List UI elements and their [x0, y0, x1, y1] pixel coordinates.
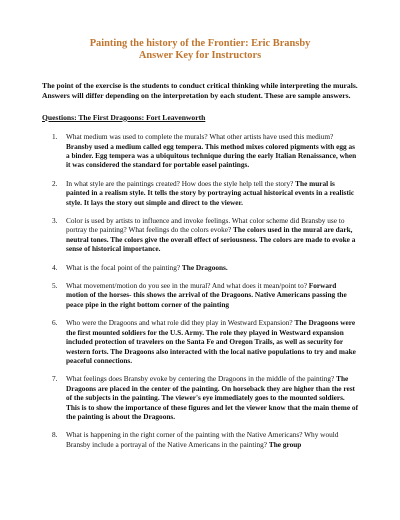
- question-text: In what style are the paintings created? How does the style help tell the story?: [66, 178, 296, 188]
- question-number: 6.: [52, 318, 58, 328]
- answer-text: The group: [268, 439, 302, 449]
- intro-paragraph: The point of the exercise is the students to conduct critical thinking while interpreting the murals. Answers will differ depending on the interpretation by each student. These are sample answers.: [42, 81, 358, 100]
- question-text: What movement/motion do you see in the mural? And what does it mean/point to?: [66, 281, 309, 291]
- question-text: What is the focal point of the painting?: [66, 262, 182, 272]
- answer-text: The colors used in the mural are dark, neutral tones. The colors give the overall effect of seriousness. The colors are made to evoke a sense of historical importance.: [66, 225, 356, 254]
- section-heading: Questions: The First Dragoons: Fort Leavenworth: [42, 112, 206, 122]
- question-number: 2.: [52, 178, 58, 188]
- question-text: Who were the Dragoons and what role did they play in Westward Expansion?: [66, 318, 295, 328]
- question-text: What medium was used to complete the murals? What other artists have used this medium?: [66, 132, 334, 142]
- answer-text: Bransby used a medium called egg tempera. This method mixes colored pigments with egg as a binder. Egg tempera was a ubiquitous technique during the early Italian Renaissance, when it was considered the standard for portable easel paintings.: [66, 141, 357, 170]
- question-number: 3.: [52, 216, 58, 226]
- question-item: [42, 216, 358, 254]
- question-text: Color is used by artists to influence and invoke feelings. What color scheme did Bransby use to portray the painting? What feelings do the colors evoke?: [66, 216, 345, 235]
- question-item: [42, 179, 358, 207]
- question-item: [42, 374, 358, 421]
- question-number: 4.: [52, 262, 58, 272]
- question-number: 1.: [52, 132, 58, 142]
- document-title: [42, 38, 358, 62]
- question-item: [42, 430, 358, 449]
- answer-text: The Dragoons are placed in the center of the painting. On horseback they are higher than the rest of the subjects in the painting. The viewer's eye immediately goes to the mounted soldiers. This is to show the importance of these figures and let the viewer know that the main theme of the painting is about the Dragoons.: [66, 374, 358, 421]
- question-item: [42, 263, 358, 272]
- answer-text: The Dragoons were the first mounted soldiers for the U.S. Army. The role they played in Westward expansion included protection of travelers on the Santa Fe and Oregon Trails, as well as security for western forts. The Dragoons also interacted with the local native populations to try and make peaceful connections.: [66, 318, 356, 365]
- question-item: [42, 281, 358, 309]
- question-item: [42, 318, 358, 365]
- answer-text: Forward motion of the horses- this shows the arrival of the Dragoons. Native Americans passing the peace pipe in the right bottom corner of the painting: [66, 281, 347, 309]
- title-line-2: Answer Key for Instructors: [138, 50, 262, 62]
- question-item: [42, 132, 358, 170]
- question-text: What feelings does Bransby evoke by centering the Dragoons in the middle of the painting?: [66, 374, 337, 384]
- answer-text: The Dragoons.: [181, 262, 228, 272]
- question-list: [42, 132, 358, 449]
- question-number: 8.: [52, 430, 58, 440]
- question-number: 7.: [52, 374, 58, 384]
- question-number: 5.: [52, 281, 58, 291]
- question-text: What is happening in the right corner of the painting with the Native Americans? Why would Bransby include a portrayal of the Native Americans in the painting?: [66, 430, 339, 449]
- answer-text: The mural is painted in a realism style. It tells the story by portraying actual historical events in a realistic style. It lays the story out simple and direct to the viewer.: [66, 178, 355, 207]
- title-line-1: Painting the history of the Frontier: Eric Bransby: [89, 38, 311, 49]
